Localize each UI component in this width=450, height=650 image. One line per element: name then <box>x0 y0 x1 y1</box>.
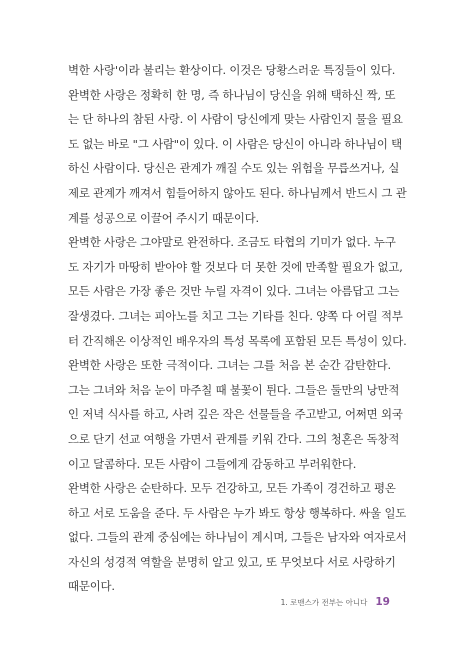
text-line: 하고 서로 도움을 준다. 두 사람은 누가 봐도 항상 행복하다. 싸울 일도 <box>68 505 407 520</box>
paragraph-4 <box>68 353 403 476</box>
text-line: 도 없는 바로 "그 사람"이 있다. 이 사람은 당신이 아니라 하나님이 택 <box>68 136 403 151</box>
body-text <box>68 58 407 599</box>
text-line: 도 자기가 마땅히 받아야 할 것보다 더 못한 것에 만족할 필요가 없고, <box>68 259 403 274</box>
text-line: 모든 사람은 가장 좋은 것만 누릴 자격이 있다. 그녀는 아름답고 그는 <box>68 284 400 299</box>
text-line: 잘생겼다. 그녀는 피아노를 치고 그는 기타를 친다. 양쪽 다 어릴 적부 <box>68 308 403 323</box>
running-head: 1. 로맨스가 전부는 아니다 <box>280 598 368 607</box>
paragraph-5 <box>68 476 407 599</box>
paragraph-1 <box>68 58 396 83</box>
paragraph-2 <box>68 83 407 231</box>
text-line: 완벽한 사랑은 정확히 한 명, 즉 하나님이 당신을 위해 택하신 짝, 또 <box>68 87 396 102</box>
text-line: 자신의 성경적 역할을 분명히 알고 있고, 또 무엇보다 서로 사랑하기 <box>68 554 396 569</box>
text-line: 그는 그녀와 처음 눈이 마주칠 때 불꽃이 튄다. 그들은 둘만의 낭만적 <box>68 382 400 397</box>
text-line: 이고 달콤하다. 모든 사람이 그들에게 감동하고 부러워한다. <box>68 456 357 471</box>
text-line: 완벽한 사랑은 또한 극적이다. 그녀는 그를 처음 본 순간 감탄한다. <box>68 358 391 373</box>
page-footer <box>281 596 390 612</box>
text-line: 으로 단기 선교 여행을 가면서 관계를 키워 간다. 그의 청혼은 독창적 <box>68 431 400 446</box>
page-number: 19 <box>375 596 390 608</box>
text-line: 없다. 그들의 관계 중심에는 하나님이 계시며, 그들은 남자와 여자로서 <box>68 530 407 545</box>
text-line: 터 간직해온 이상적인 배우자의 특성 목록에 포함된 모든 특성이 있다. <box>68 333 407 348</box>
text-line: 하신 사람이다. 당신은 관계가 깨질 수도 있는 위험을 무릅쓰거나, 실 <box>68 161 400 176</box>
text-line: 벽한 사랑'이라 불리는 환상이다. 이것은 당황스러운 특징들이 있다. <box>68 63 396 77</box>
text-line: 계를 성공으로 이끌어 주시기 때문이다. <box>68 210 260 225</box>
text-line: 완벽한 사랑은 그야말로 완전하다. 조금도 타협의 기미가 없다. 누구 <box>68 235 396 250</box>
text-line: 때문이다. <box>68 579 115 594</box>
text-line: 제로 관계가 깨져서 힘들어하지 않아도 된다. 하나님께서 반드시 그 관 <box>68 185 407 200</box>
text-line: 는 단 하나의 참된 사랑. 이 사람이 당신에게 맞는 사람인지 물을 필요 <box>68 112 403 127</box>
text-line: 완벽한 사랑은 순탄하다. 모두 건강하고, 모든 가족이 경건하고 평온 <box>68 481 396 496</box>
text-line: 인 저녁 식사를 하고, 사려 깊은 작은 선물들을 주고받고, 어쩌면 외국 <box>68 407 403 422</box>
paragraph-3 <box>68 230 407 353</box>
